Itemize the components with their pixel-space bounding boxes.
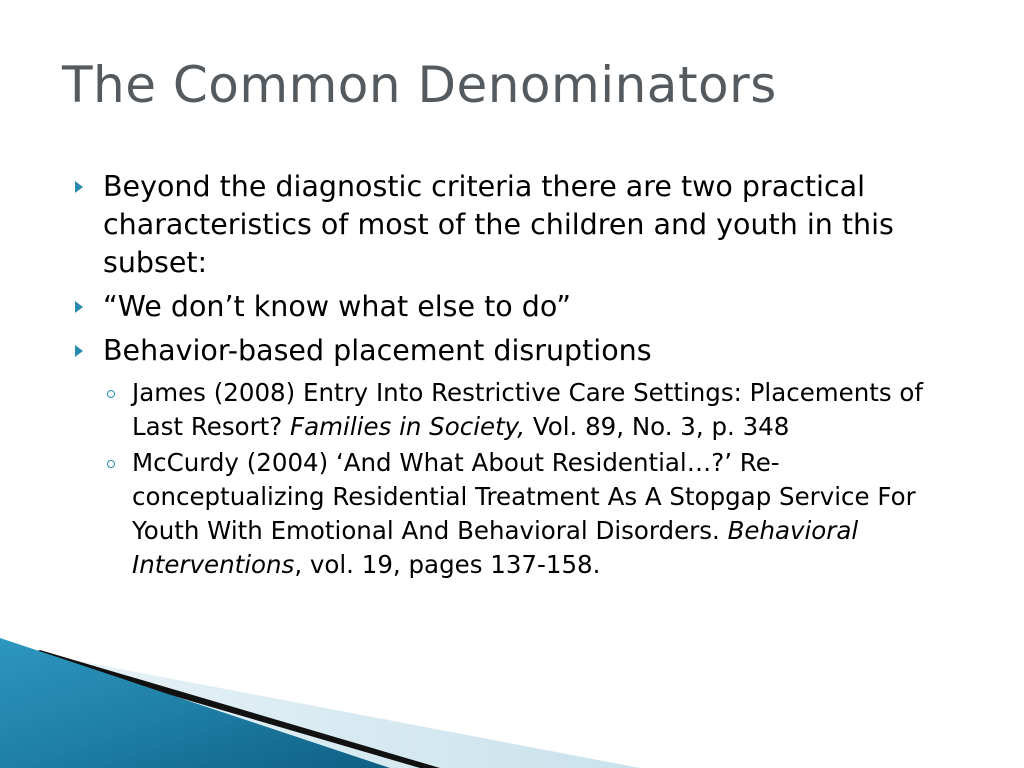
bullet-item (72, 168, 952, 282)
decorative-swoosh (0, 638, 1024, 768)
sub-bullet-item (103, 446, 952, 582)
bullet-text: Beyond the diagnostic criteria there are two practical characteristics of most of the children and youth in this subset: (103, 170, 894, 279)
sub-bullet-item (103, 376, 952, 444)
citation-details: , vol. 19, pages 137-158. (294, 550, 601, 579)
bullet-text: “We don’t know what else to do” (103, 290, 572, 323)
citation-text: James (2008) Entry Into Restrictive Care Settings: Placements of Last Resort? (132, 378, 924, 441)
slide-title: The Common Denominators (62, 56, 777, 114)
decor-blue-wedge (0, 638, 390, 768)
citation-text: McCurdy (2004) ‘And What About Residential…?’ Re-conceptualizing Residential Treatment As A Stopgap Service For Youth With Emotional And Behavioral Disorders. (132, 448, 916, 545)
citation-journal: Behavioral Interventions (132, 516, 859, 579)
citation-journal: Families in Society, (290, 412, 526, 441)
circle-outline-icon (107, 390, 115, 398)
triangle-right-icon (75, 301, 83, 313)
bullet-item (72, 288, 952, 326)
triangle-right-icon (75, 345, 83, 357)
bullet-item (72, 332, 952, 582)
sub-bullet-list (103, 376, 952, 582)
citation-details: Vol. 89, No. 3, p. 348 (525, 412, 790, 441)
slide-body (72, 168, 952, 588)
circle-outline-icon (107, 460, 115, 468)
bullet-list (72, 168, 952, 582)
triangle-right-icon (75, 181, 83, 193)
bullet-text: Behavior-based placement disruptions (103, 334, 652, 367)
